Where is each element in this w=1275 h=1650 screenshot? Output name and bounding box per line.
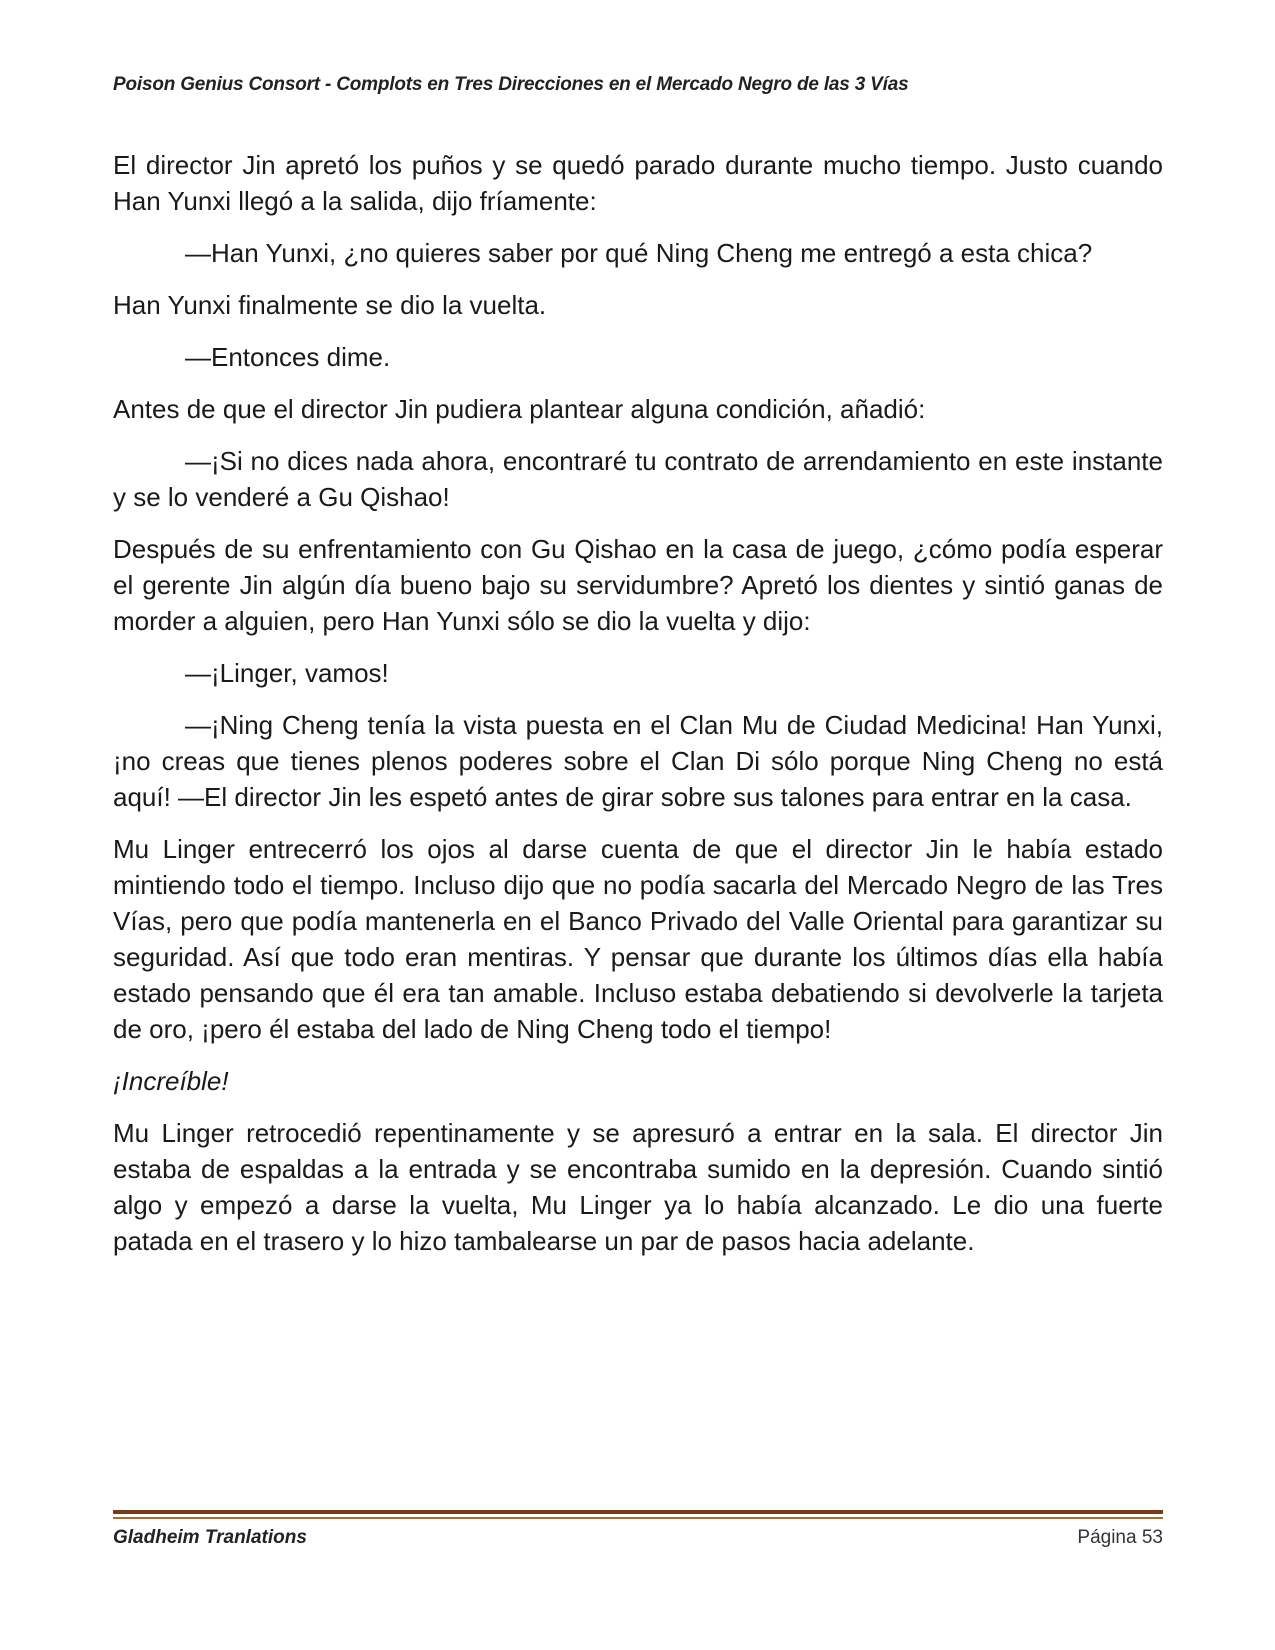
paragraph: Han Yunxi finalmente se dio la vuelta. bbox=[113, 290, 547, 320]
footer-page-info bbox=[1077, 1527, 1163, 1549]
dialogue-paragraph: —Han Yunxi, ¿no quieres saber por qué Ning Cheng me entregó a esta chica? bbox=[185, 238, 1093, 268]
dialogue-paragraph: —¡Si no dices nada ahora, encontraré tu contrato de arrendamiento en este instante y se lo venderé a Gu Qishao! bbox=[113, 446, 1163, 512]
paragraph: El director Jin apretó los puños y se quedó parado durante mucho tiempo. Justo cuando Han Yunxi llegó a la salida, dijo fríamente: bbox=[113, 150, 1163, 216]
dialogue-paragraph: —¡Ning Cheng tenía la vista puesta en el Clan Mu de Ciudad Medicina! Han Yunxi, ¡no creas que tienes plenos poderes sobre el Clan Di sólo porque Ning Cheng no está aquí! —El director Jin les espetó antes de girar sobre sus talones para entrar en la casa. bbox=[113, 710, 1163, 812]
page-number: 53 bbox=[1141, 1527, 1163, 1548]
paragraph: Mu Linger retrocedió repentinamente y se apresuró a entrar en la sala. El director Jin estaba de espaldas a la entrada y se encontraba sumido en la depresión. Cuando sintió algo y empezó a darse la vuelta, Mu Linger ya lo había alcanzado. Le dio una fuerte patada en el trasero y lo hizo tambalearse un par de pasos hacia adelante. bbox=[113, 1118, 1163, 1256]
chapter-body bbox=[113, 147, 1163, 1275]
footer-translator: Gladheim Tranlations bbox=[113, 1527, 307, 1548]
paragraph: Mu Linger entrecerró los ojos al darse cuenta de que el director Jin le había estado mintiendo todo el tiempo. Incluso dijo que no podía sacarla del Mercado Negro de las Tres Vías, pero que podía mantenerla en el Banco Privado del Valle Oriental para garantizar su seguridad. Así que todo eran mentiras. Y pensar que durante los últimos días ella había estado pensando que él era tan amable. Incluso estaba debatiendo si devolverle la tarjeta de oro, ¡pero él estaba del lado de Ning Cheng todo el tiempo! bbox=[113, 834, 1163, 1044]
dialogue-paragraph: —Entonces dime. bbox=[185, 342, 391, 372]
page-label: Página bbox=[1077, 1527, 1137, 1548]
page-header-title: Poison Genius Consort - Complots en Tres Direcciones en el Mercado Negro de las 3 Vías bbox=[113, 74, 909, 95]
paragraph: Antes de que el director Jin pudiera plantear alguna condición, añadió: bbox=[113, 394, 926, 424]
emphasis-paragraph: ¡Increíble! bbox=[113, 1066, 229, 1096]
dialogue-paragraph: —¡Linger, vamos! bbox=[185, 658, 389, 688]
footer-divider-thick bbox=[113, 1510, 1163, 1514]
paragraph: Después de su enfrentamiento con Gu Qishao en la casa de juego, ¿cómo podía esperar el gerente Jin algún día bueno bajo su servidumbre? Apretó los dientes y sintió ganas de morder a alguien, pero Han Yunxi sólo se dio la vuelta y dijo: bbox=[113, 534, 1163, 636]
footer-divider-thin bbox=[113, 1517, 1163, 1519]
